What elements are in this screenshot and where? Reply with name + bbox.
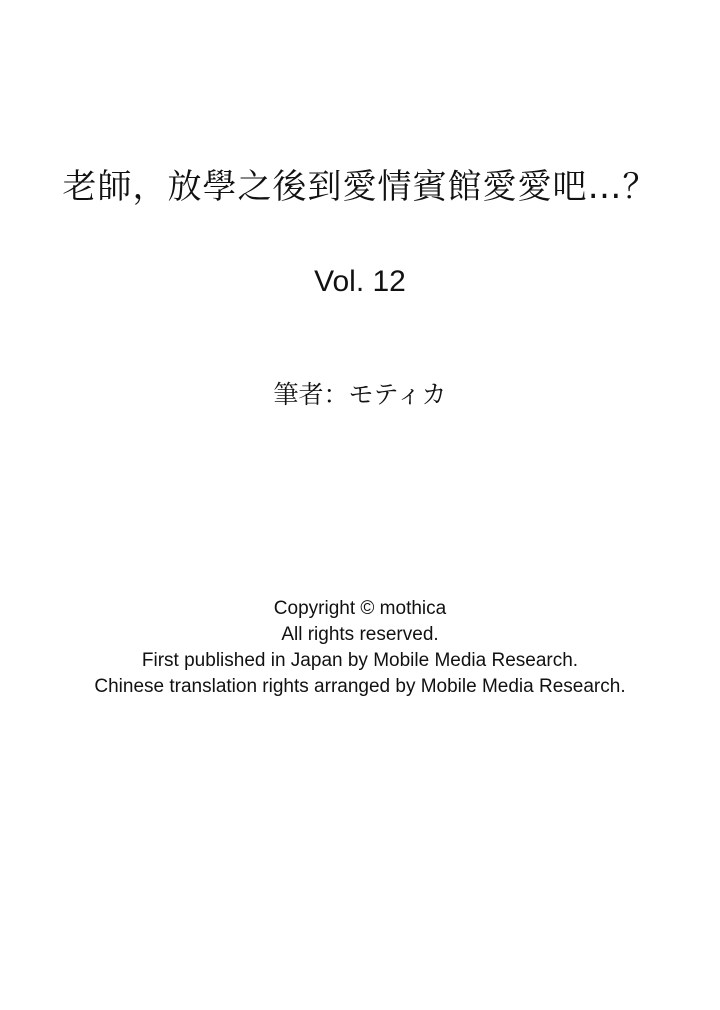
- volume-number: Vol. 12: [314, 265, 406, 298]
- book-title: 老師，放學之後到愛情賓館愛愛吧…？: [62, 167, 658, 207]
- publication-info: First published in Japan by Mobile Media Research.: [141, 650, 579, 671]
- copyright-block: [0, 596, 720, 700]
- rights-reserved: All rights reserved.: [281, 624, 439, 645]
- copyright-notice: Copyright © mothica: [273, 598, 447, 619]
- author-credit: 筆者：モティカ: [273, 380, 447, 409]
- translation-rights: Chinese translation rights arranged by Mobile Media Research.: [94, 676, 626, 697]
